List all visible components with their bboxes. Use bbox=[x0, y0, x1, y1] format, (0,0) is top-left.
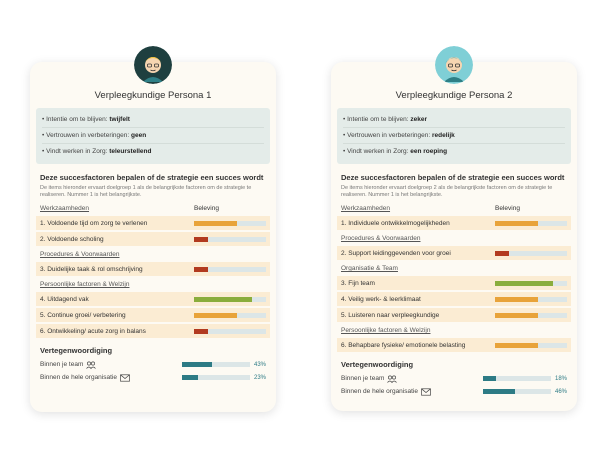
factor-row bbox=[337, 308, 571, 322]
vertegenwoordiging-heading: Vertegenwoordiging bbox=[341, 360, 414, 369]
envelope-icon bbox=[421, 388, 431, 396]
persona-summary bbox=[337, 108, 571, 164]
factor-row bbox=[36, 324, 270, 338]
beleving-bar-fill bbox=[495, 221, 538, 226]
summary-value: twijfelt bbox=[109, 116, 130, 123]
beleving-bar-fill bbox=[495, 251, 509, 256]
summary-line: • Vindt werken in Zorg: een roeping bbox=[343, 148, 448, 155]
representation-bar bbox=[483, 389, 551, 394]
beleving-bar bbox=[194, 267, 266, 272]
category-header bbox=[341, 203, 567, 214]
representation-bar bbox=[483, 376, 551, 381]
category-label: Organisatie & Team bbox=[341, 265, 398, 272]
representation-row bbox=[341, 385, 567, 398]
beleving-bar-fill bbox=[194, 297, 252, 302]
beleving-bar bbox=[194, 221, 266, 226]
beleving-bar-fill bbox=[194, 221, 237, 226]
summary-label: Intentie om te blijven: bbox=[347, 116, 409, 123]
representation-label: Binnen je team bbox=[40, 361, 84, 368]
representation-label: Binnen je team bbox=[341, 375, 385, 382]
summary-line: • Intentie om te blijven: zeker bbox=[343, 112, 565, 128]
summary-value: zeker bbox=[410, 116, 427, 123]
beleving-bar bbox=[194, 237, 266, 242]
factor-label: 5. Continue groei/ verbetering bbox=[40, 311, 126, 319]
factor-row bbox=[36, 232, 270, 246]
representation-bar-fill bbox=[182, 375, 198, 380]
beleving-bar bbox=[495, 221, 567, 226]
representation-bar bbox=[182, 362, 250, 367]
team-icon bbox=[86, 361, 96, 369]
factor-row bbox=[337, 292, 571, 306]
section-description: De items hieronder ervaart doelgroep 2 als de belangrijkste factoren om de strategie te realiseren. Nummer 1 is het belangrijkste. bbox=[341, 185, 553, 198]
persona-title: Verpleegkundige Persona 2 bbox=[395, 90, 513, 101]
beleving-bar bbox=[495, 343, 567, 348]
summary-value: geen bbox=[131, 132, 147, 139]
beleving-bar bbox=[194, 313, 266, 318]
beleving-bar-fill bbox=[194, 267, 208, 272]
category-label: Werkzaamheden bbox=[40, 205, 90, 212]
summary-value: teleurstellend bbox=[109, 148, 152, 155]
factor-row bbox=[36, 262, 270, 276]
category-label: Procedures & Voorwaarden bbox=[40, 251, 120, 258]
beleving-bar bbox=[495, 313, 567, 318]
section-heading: Deze succesfactoren bepalen of de strategie een succes wordt bbox=[40, 173, 264, 182]
persona-card-1 bbox=[30, 62, 276, 412]
category-label: Persoonlijke factoren & Welzijn bbox=[40, 281, 130, 288]
envelope-icon bbox=[120, 374, 130, 382]
summary-label: Vertrouwen in verbeteringen: bbox=[347, 132, 431, 139]
nurse-avatar-icon bbox=[134, 46, 172, 84]
beleving-bar-fill bbox=[495, 313, 538, 318]
beleving-bar bbox=[194, 297, 266, 302]
representation-bar-fill bbox=[182, 362, 211, 367]
persona-title: Verpleegkundige Persona 1 bbox=[94, 90, 212, 101]
factor-label: 2. Voldoende scholing bbox=[40, 235, 104, 243]
category-label: Procedures & Voorwaarden bbox=[341, 235, 421, 242]
team-icon bbox=[387, 375, 397, 383]
factor-label: 1. Individuele ontwikkelmogelijkheden bbox=[341, 219, 450, 227]
beleving-header: Beleving bbox=[495, 205, 520, 212]
summary-line: • Vertrouwen in verbeteringen: geen bbox=[42, 128, 264, 144]
summary-line: • Vertrouwen in verbeteringen: redelijk bbox=[343, 128, 565, 144]
summary-value: redelijk bbox=[432, 132, 455, 139]
factor-row bbox=[36, 292, 270, 306]
beleving-bar-fill bbox=[194, 237, 208, 242]
beleving-bar-fill bbox=[495, 297, 538, 302]
beleving-bar-fill bbox=[495, 343, 538, 348]
factor-row bbox=[337, 246, 571, 260]
summary-value: een roeping bbox=[410, 148, 448, 155]
representation-bar-fill bbox=[483, 389, 514, 394]
factor-row bbox=[337, 216, 571, 230]
factor-label: 6. Behapbare fysieke/ emotionele belasting bbox=[341, 341, 466, 349]
section-description: De items hieronder ervaart doelgroep 1 als de belangrijkste factoren om de strategie te realiseren. Nummer 1 is het belangrijkste. bbox=[40, 185, 252, 198]
beleving-bar bbox=[495, 297, 567, 302]
representation-bar-fill bbox=[483, 376, 495, 381]
summary-line: • Vindt werken in Zorg: teleurstellend bbox=[42, 148, 152, 155]
factor-label: 4. Veilig werk- & leerklimaat bbox=[341, 295, 421, 303]
factor-label: 4. Uitdagend vak bbox=[40, 295, 89, 303]
representation-row bbox=[341, 372, 567, 385]
factor-label: 5. Luisteren naar verpleegkundige bbox=[341, 311, 440, 319]
factor-label: 3. Duidelijke taak & rol omschrijving bbox=[40, 265, 143, 273]
factor-label: 3. Fijn team bbox=[341, 279, 375, 287]
nurse-avatar-icon bbox=[435, 46, 473, 84]
persona-card-2 bbox=[331, 62, 577, 411]
section-heading: Deze succesfactoren bepalen of de strategie een succes wordt bbox=[341, 173, 565, 182]
summary-line: • Intentie om te blijven: twijfelt bbox=[42, 112, 264, 128]
beleving-header: Beleving bbox=[194, 205, 219, 212]
beleving-bar bbox=[194, 329, 266, 334]
representation-row bbox=[40, 358, 266, 371]
representation-percent: 46% bbox=[554, 388, 567, 395]
summary-label: Vindt werken in Zorg: bbox=[46, 148, 108, 155]
category-header bbox=[40, 203, 266, 214]
factor-row bbox=[36, 308, 270, 322]
factor-row bbox=[337, 276, 571, 290]
beleving-bar-fill bbox=[194, 313, 237, 318]
representation-bar bbox=[182, 375, 250, 380]
representation-percent: 23% bbox=[253, 374, 266, 381]
representation-row bbox=[40, 371, 266, 384]
summary-label: Intentie om te blijven: bbox=[46, 116, 108, 123]
beleving-bar-fill bbox=[194, 329, 208, 334]
factor-label: 6. Ontwikkeling/ acute zorg in balans bbox=[40, 327, 146, 335]
category-label: Werkzaamheden bbox=[341, 205, 391, 212]
representation-percent: 18% bbox=[554, 375, 567, 382]
representation-label: Binnen de hele organisatie bbox=[40, 374, 117, 381]
factor-label: 1. Voldoende tijd om zorg te verlenen bbox=[40, 219, 148, 227]
factor-row bbox=[337, 338, 571, 352]
summary-label: Vertrouwen in verbeteringen: bbox=[46, 132, 130, 139]
beleving-bar bbox=[495, 251, 567, 256]
beleving-bar-fill bbox=[495, 281, 553, 286]
persona-summary bbox=[36, 108, 270, 164]
factor-row bbox=[36, 216, 270, 230]
representation-label: Binnen de hele organisatie bbox=[341, 388, 418, 395]
vertegenwoordiging-heading: Vertegenwoordiging bbox=[40, 346, 113, 355]
factor-label: 2. Support leidinggevenden voor groei bbox=[341, 249, 451, 257]
representation-percent: 43% bbox=[253, 361, 266, 368]
category-label: Persoonlijke factoren & Welzijn bbox=[341, 327, 431, 334]
summary-label: Vindt werken in Zorg: bbox=[347, 148, 409, 155]
beleving-bar bbox=[495, 281, 567, 286]
